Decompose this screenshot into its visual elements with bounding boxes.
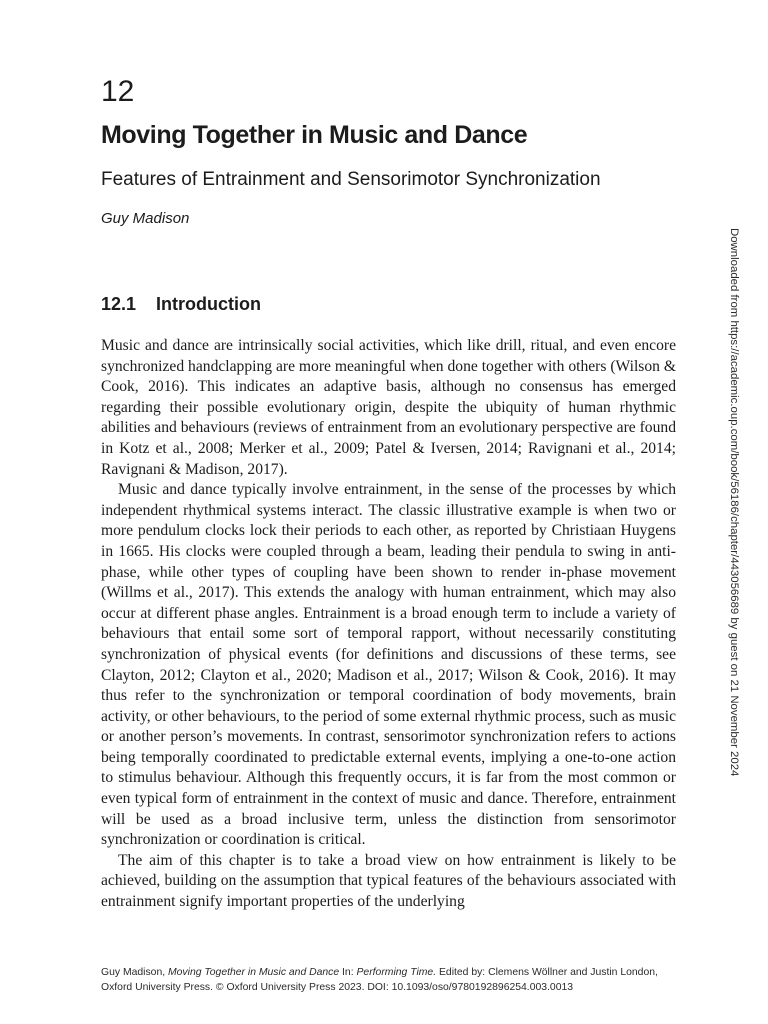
section-heading: [101, 291, 261, 317]
body-text: [101, 336, 676, 913]
paragraph: The aim of this chapter is to take a broad view on how entrainment is likely to be achieved, building on the assumption that typical features of the behaviours associated with entrainment signify important properties of the underlying: [101, 851, 676, 911]
section-number: 12.1: [101, 294, 137, 314]
citation-book-title: Performing Time.: [356, 967, 437, 978]
paragraph: Music and dance are intrinsically social activities, which like drill, ritual, and even encore synchronized handclapping are more meaningful when done together with others (Wilson & Cook, 2016). This indicates an adaptive basis, although no consensus has emerged regarding their possible evolutionary origin, despite the ubiquity of human rhythmic abilities and behaviours (reviews of entrainment from an evolutionary perspective are found in Kotz et al., 2008; Merker et al., 2009; Patel & Iversen, 2014; Ravignani et al., 2014; Ravignani & Madison, 2017).: [101, 337, 676, 478]
section-title: Introduction: [156, 294, 261, 314]
citation-editors: Edited by: Clemens Wöllner and Justin London,: [438, 967, 658, 978]
citation-in-label: In:: [342, 967, 354, 978]
chapter-title: Moving Together in Music and Dance: [101, 121, 528, 149]
citation-author: Guy Madison,: [101, 967, 166, 978]
paragraph: Music and dance typically involve entrainment, in the sense of the processes by which independent rhythmical systems interact. The classic illustrative example is when two or more pendulum clocks lock their periods to each other, as reported by Christiaan Huygens in 1665. His clocks were coupled through a beam, leading their pendula to swing in anti-phase, while other types of coupling have been shown to render in-phase movement (Willms et al., 2017). This extends the analogy with human entrainment, which may also occur at different phase angles. Entrainment is a broad enough term to include a variety of behaviours that entail some sort of temporal rapport, without necessarily constituting synchronization of physical events (for definitions and discussions of these terms, see Clayton, 2012; Clayton et al., 2020; Madison et al., 2017; Wilson & Cook, 2016). It may thus refer to the synchronization or temporal coordination of body movements, brain activity, or other behaviours, to the period of some external rhythmic process, such as music or another person’s movements. In contrast, sensorimotor synchronization refers to actions being temporally coordinated to predictable external events, implying a one-to-one action to stimulus behaviour. Although this frequently occurs, it is far from the most common or even typical form of entrainment in the context of music and dance. Therefore, entrainment will be used as a broad inclusive term, unless the distinction from sensorimotor synchronization or coordination is critical.: [101, 481, 676, 849]
citation-line-2: Oxford University Press. © Oxford University Press 2023. DOI: 10.1093/oso/9780192896254.003.0013: [101, 982, 574, 993]
chapter-number: 12: [101, 75, 135, 108]
download-watermark: Downloaded from https://academic.oup.com/book/56186/chapter/443056689 by guest on 21 November 2024: [728, 228, 740, 777]
citation-line-1: [101, 965, 661, 980]
author-name: Guy Madison: [101, 210, 190, 227]
chapter-subtitle: Features of Entrainment and Sensorimotor Synchronization: [101, 169, 601, 190]
citation-footer: [101, 965, 661, 995]
citation-chapter-title: Moving Together in Music and Dance: [168, 967, 340, 978]
